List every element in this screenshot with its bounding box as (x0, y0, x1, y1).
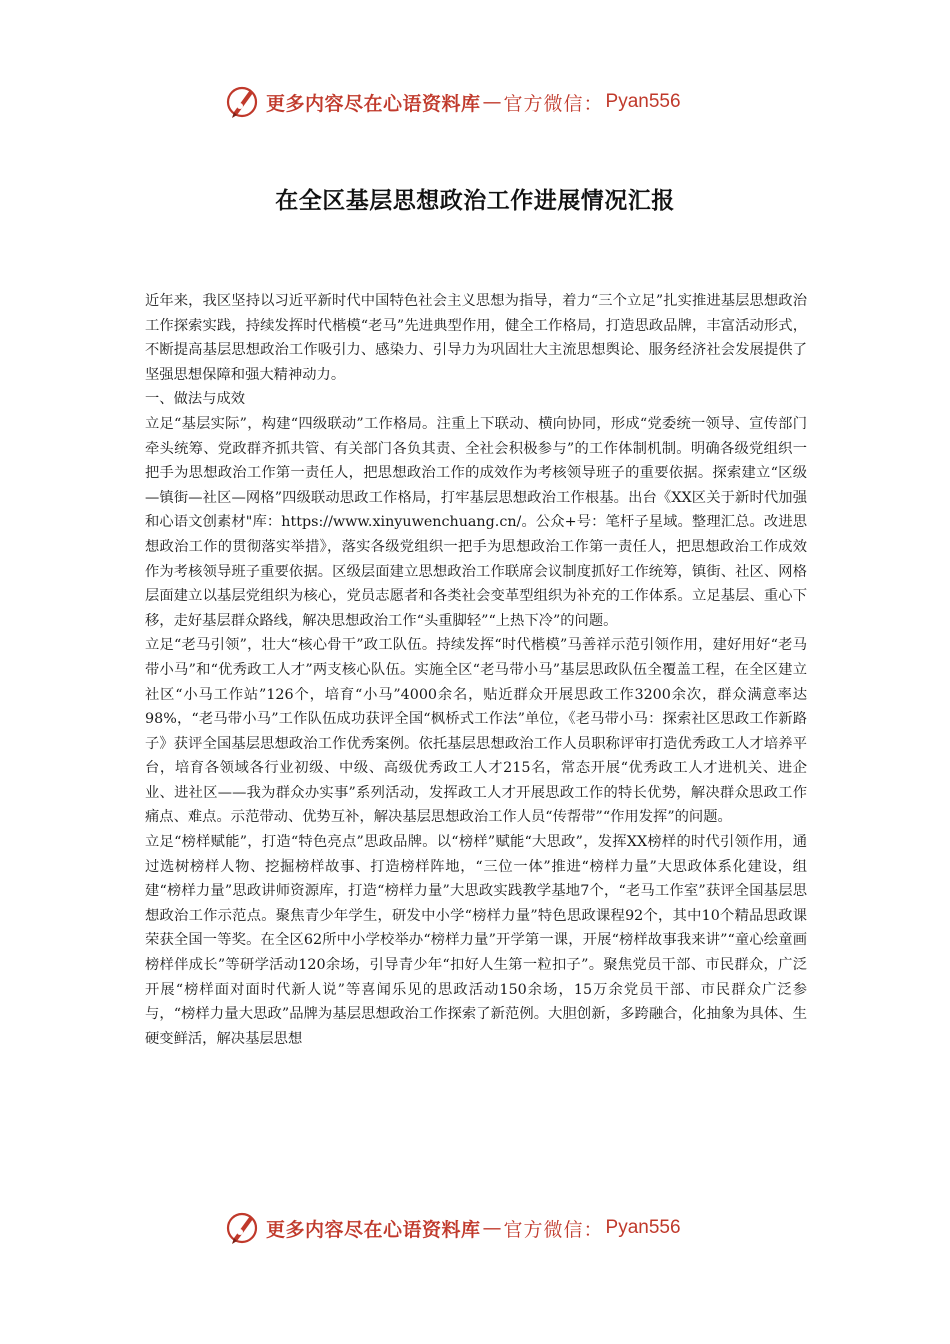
paragraph-laoma: 立足“老马引领”，壮大“核心骨干”政工队伍。持续发挥“时代楷模”马善祥示范引领作用，建好用好“老马带小马”和“优秀政工人才”两支核心队伍。实施全区“老马带小马”基层思政队伍全覆盖工程，在全区建立社区“小马工作站”126个，培育“小马”4000余名，贴近群众开展思政工作3200余次，群众满意率达98%，“老马带小马”工作队伍成功获评全国“枫桥式工作法”单位，《老马带小马：探索社区思政工作新路子》获评全国基层思想政治工作优秀案例。依托基层思想政治工作人员职称评审打造优秀政工人才培养平台，培育各领域各行业初级、中级、高级优秀政工人才215名，常态开展“优秀政工人才进机关、进企业、进社区——我为群众办实事”系列活动，发挥政工人才开展思政工作的特长优势，解决群众思政工作痛点、难点。示范带动、优势互补，解决基层思想政治工作人员“传帮带”“作用发挥”的问题。 (145, 637, 807, 826)
header-banner (224, 80, 681, 124)
banner-wechat-label: 官方微信： (503, 92, 604, 115)
banner-text: 更多内容尽在心语资料库 (266, 92, 481, 115)
document-title: 在全区基层思想政治工作进展情况汇报 (275, 188, 675, 214)
section-heading: 一、做法与成效 (145, 391, 246, 408)
banner-separator: — (482, 91, 502, 113)
pen-logo-icon (224, 1208, 260, 1248)
banner-wechat-id: Pyan556 (605, 1217, 681, 1238)
banner-text: 更多内容尽在心语资料库 (266, 1218, 481, 1241)
banner-wechat-label: 官方微信： (503, 1218, 604, 1241)
paragraph-grassroots: 立足“基层实际”，构建“四级联动”工作格局。注重上下联动、横向协同，形成“党委统一领导、宣传部门牵头统筹、党政群齐抓共管、有关部门各负其责、全社会积极参与”的工作体制机制。明确各级党组织一把手为思想政治工作第一责任人，把思想政治工作的成效作为考核领导班子的重要依据。探索建立“区级—镇街—社区—网格”四级联动思政工作格局，打牢基层思想政治工作根基。出台《XX区关于新时代加强和心语文创素材"库：https://www.xinyuwenchuang.cn/。公众+号：笔杆子星域。整理汇总。改进思想政治工作的贯彻落实举措》，落实各级党组织一把手为思想政治工作第一责任人，把思想政治工作成效作为考核领导班子重要依据。区级层面建立思想政治工作联席会议制度抓好工作统筹，镇街、社区、网格层面建立以基层党组织为核心，党员志愿者和各类社会变革型组织为补充的工作体系。立足基层、重心下移，走好基层群众路线，解决思想政治工作“头重脚轻”“上热下冷”的问题。 (145, 415, 807, 629)
footer-banner (224, 1206, 681, 1250)
banner-wechat-id: Pyan556 (605, 91, 681, 112)
banner-separator: — (482, 1217, 502, 1239)
document-body (145, 289, 807, 1051)
paragraph-role-model: 立足“榜样赋能”，打造“特色亮点”思政品牌。以“榜样”赋能“大思政”，发挥XX榜样的时代引领作用，通过选树榜样人物、挖掘榜样故事、打造榜样阵地，“三位一体”推进“榜样力量”大思政体系化建设，组建“榜样力量”思政讲师资源库，打造“榜样力量”大思政实践教学基地7个，“老马工作室”获评全国基层思想政治工作示范点。聚焦青少年学生，研发中小学“榜样力量”特色思政课程92个，其中10个精品思政课荣获全国一等奖。在全区62所中小学校举办“榜样力量”开学第一课，开展“榜样故事我来讲”“童心绘童画榜样伴成长”等研学活动120余场，引导青少年“扣好人生第一粒扣子”。聚焦党员干部、市民群众，广泛开展“榜样面对面时代新人说”等喜闻乐见的思政活动150余场，15万余党员干部、市民群众广泛参与，“榜样力量大思政”品牌为基层思想政治工作探索了新范例。大胆创新，多跨融合，化抽象为具体、生硬变鲜活，解决基层思想 (145, 834, 807, 1047)
pen-logo-icon (224, 82, 260, 122)
intro-paragraph: 近年来，我区坚持以习近平新时代中国特色社会主义思想为指导，着力“三个立足”扎实推进基层思想政治工作探索实践，持续发挥时代楷模“老马”先进典型作用，健全工作格局，打造思政品牌，丰富活动形式，不断提高基层思想政治工作吸引力、感染力、引导力为巩固壮大主流思想舆论、服务经济社会发展提供了坚强思想保障和强大精神动力。 (145, 293, 807, 383)
